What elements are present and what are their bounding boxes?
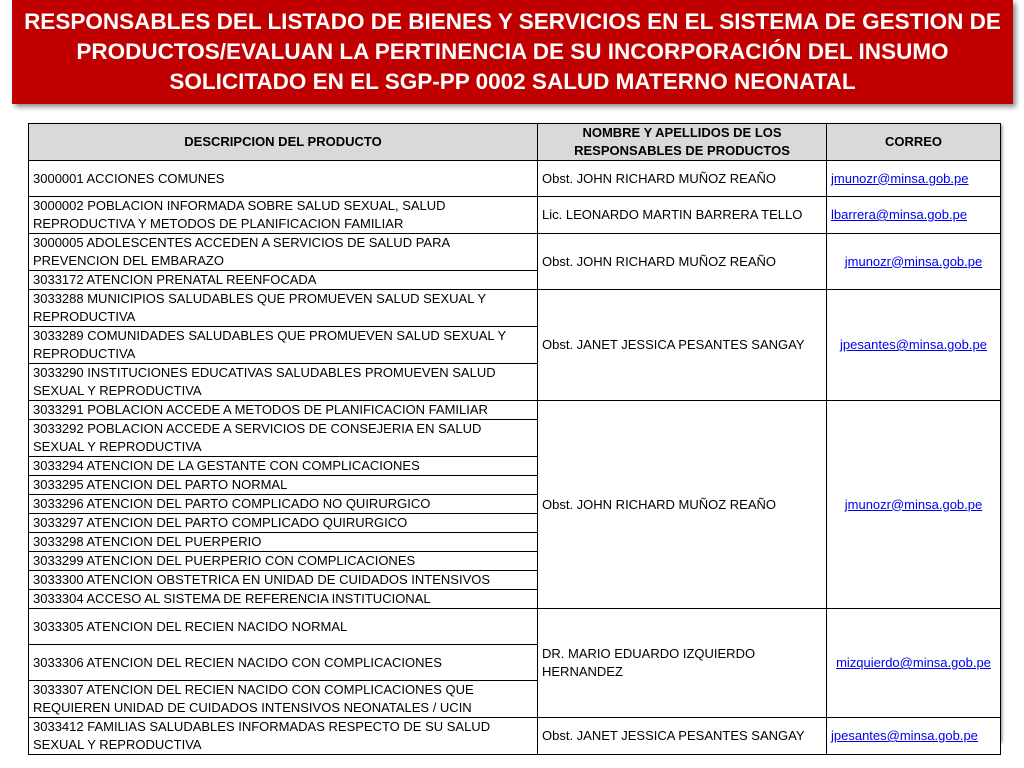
product-cell: 3033412 FAMILIAS SALUDABLES INFORMADAS RESPECTO DE SU SALUD SEXUAL Y REPRODUCTIVA [29,718,538,755]
email-link[interactable]: jmunozr@minsa.gob.pe [827,234,1001,290]
product-cell: 3000001 ACCIONES COMUNES [29,161,538,197]
product-cell: 3033288 MUNICIPIOS SALUDABLES QUE PROMUEVEN SALUD SEXUAL Y REPRODUCTIVA [29,290,538,327]
product-cell: 3033295 ATENCION DEL PARTO NORMAL [29,476,538,495]
product-cell: 3033291 POBLACION ACCEDE A METODOS DE PLANIFICACION FAMILIAR [29,401,538,420]
table-row [29,609,1001,645]
product-cell: 3000002 POBLACION INFORMADA SOBRE SALUD SEXUAL, SALUD REPRODUCTIVA Y METODOS DE PLANIFICACION FAMILIAR [29,197,538,234]
email-link[interactable]: jmunozr@minsa.gob.pe [827,401,1001,609]
header-email: CORREO [827,124,1001,161]
table-row [29,161,1001,197]
product-cell: 3033304 ACCESO AL SISTEMA DE REFERENCIA INSTITUCIONAL [29,590,538,609]
table-header-row [29,124,1001,161]
email-link[interactable]: lbarrera@minsa.gob.pe [827,197,1001,234]
responsible-cell: Obst. JANET JESSICA PESANTES SANGAY [538,718,827,755]
product-cell: 3033298 ATENCION DEL PUERPERIO [29,533,538,552]
product-cell: 3033305 ATENCION DEL RECIEN NACIDO NORMAL [29,609,538,645]
responsible-cell: Obst. JOHN RICHARD MUÑOZ REAÑO [538,401,827,609]
product-cell: 3033294 ATENCION DE LA GESTANTE CON COMPLICACIONES [29,457,538,476]
table-row [29,718,1001,755]
header-responsible: NOMBRE Y APELLIDOS DE LOS RESPONSABLES DE PRODUCTOS [538,124,827,161]
product-cell: 3033289 COMUNIDADES SALUDABLES QUE PROMUEVEN SALUD SEXUAL Y REPRODUCTIVA [29,327,538,364]
table-row [29,290,1001,327]
responsible-cell: Obst. JOHN RICHARD MUÑOZ REAÑO [538,234,827,290]
responsibles-table [28,123,1001,755]
product-cell: 3033296 ATENCION DEL PARTO COMPLICADO NO QUIRURGICO [29,495,538,514]
email-link[interactable]: mizquierdo@minsa.gob.pe [827,609,1001,718]
product-cell: 3033299 ATENCION DEL PUERPERIO CON COMPLICACIONES [29,552,538,571]
product-cell: 3033172 ATENCION PRENATAL REENFOCADA [29,271,538,290]
table-row [29,234,1001,271]
header-product: DESCRIPCION DEL PRODUCTO [29,124,538,161]
page-title: RESPONSABLES DEL LISTADO DE BIENES Y SERVICIOS EN EL SISTEMA DE GESTION DE PRODUCTOS/EVALUAN LA PERTINENCIA DE SU INCORPORACIÓN DEL INSUMO SOLICITADO EN EL SGP-PP 0002 SALUD MATERNO NEONATAL [24,9,1001,94]
title-banner [12,0,1013,104]
responsible-cell: Obst. JOHN RICHARD MUÑOZ REAÑO [538,161,827,197]
product-cell: 3033300 ATENCION OBSTETRICA EN UNIDAD DE CUIDADOS INTENSIVOS [29,571,538,590]
email-link[interactable]: jpesantes@minsa.gob.pe [827,718,1001,755]
product-cell: 3033307 ATENCION DEL RECIEN NACIDO CON COMPLICACIONES QUE REQUIEREN UNIDAD DE CUIDADOS INTENSIVOS NEONATALES / UCIN [29,681,538,718]
product-cell: 3033306 ATENCION DEL RECIEN NACIDO CON COMPLICACIONES [29,645,538,681]
email-link[interactable]: jmunozr@minsa.gob.pe [827,161,1001,197]
responsible-cell: Obst. JANET JESSICA PESANTES SANGAY [538,290,827,401]
product-cell: 3033292 POBLACION ACCEDE A SERVICIOS DE CONSEJERIA EN SALUD SEXUAL Y REPRODUCTIVA [29,420,538,457]
email-link[interactable]: jpesantes@minsa.gob.pe [827,290,1001,401]
table-wrapper [28,123,1000,752]
responsible-cell: DR. MARIO EDUARDO IZQUIERDO HERNANDEZ [538,609,827,718]
responsible-cell: Lic. LEONARDO MARTIN BARRERA TELLO [538,197,827,234]
product-cell: 3033297 ATENCION DEL PARTO COMPLICADO QUIRURGICO [29,514,538,533]
table-row [29,197,1001,234]
product-cell: 3033290 INSTITUCIONES EDUCATIVAS SALUDABLES PROMUEVEN SALUD SEXUAL Y REPRODUCTIVA [29,364,538,401]
table-row [29,401,1001,420]
product-cell: 3000005 ADOLESCENTES ACCEDEN A SERVICIOS DE SALUD PARA PREVENCION DEL EMBARAZO [29,234,538,271]
